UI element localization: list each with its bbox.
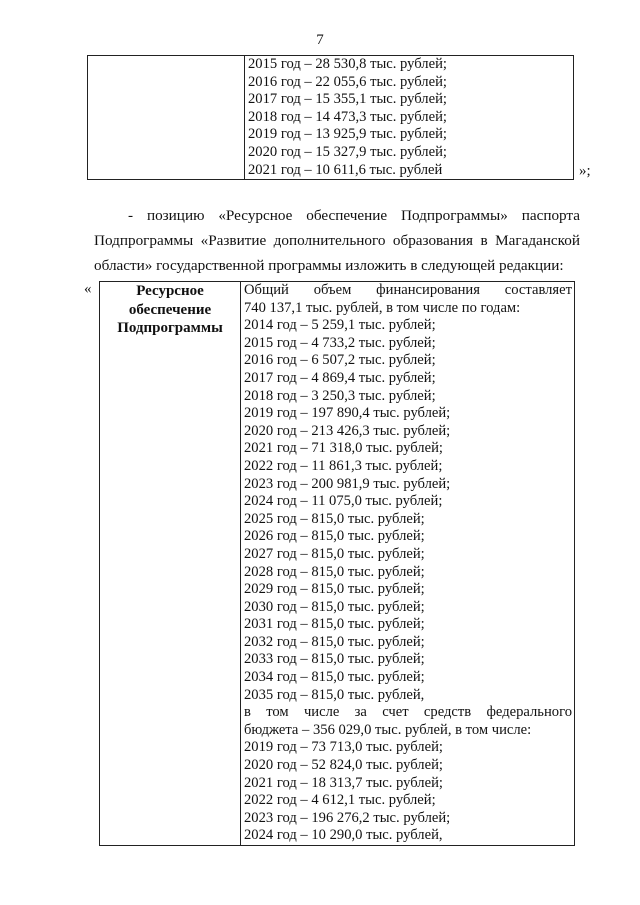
funding-year-line: 2018 год – 14 473,3 тыс. рублей; <box>248 108 447 125</box>
year-line: 2021 год – 71 318,0 тыс. рублей; <box>244 440 443 457</box>
year-line: 2022 год – 11 861,3 тыс. рублей; <box>244 457 443 474</box>
page-number: 7 <box>316 32 324 48</box>
funding-year-line: 2015 год – 28 530,8 тыс. рублей; <box>248 56 447 72</box>
empty-label-cell <box>88 56 245 180</box>
funding-year-line: 2017 год – 15 355,1 тыс. рублей; <box>248 91 447 108</box>
total-funding-line: 740 137,1 тыс. рублей, в том числе по годам: <box>244 299 521 316</box>
funding-years-cell <box>245 56 574 180</box>
total-funding-line: Общий объем финансирования составляет <box>244 282 572 298</box>
year-line: 2034 год – 815,0 тыс. рублей; <box>244 669 425 686</box>
year-line: 2024 год – 11 075,0 тыс. рублей; <box>244 493 443 510</box>
year-line: 2028 год – 815,0 тыс. рублей; <box>244 563 425 580</box>
year-line: 2023 год – 200 981,9 тыс. рублей; <box>244 475 451 492</box>
year-line: 2017 год – 4 869,4 тыс. рублей; <box>244 369 436 386</box>
year-line: 2033 год – 815,0 тыс. рублей; <box>244 651 425 668</box>
federal-year-line: 2019 год – 73 713,0 тыс. рублей; <box>244 739 443 756</box>
year-line: 2014 год – 5 259,1 тыс. рублей; <box>244 317 436 334</box>
year-line: 2015 год – 4 733,2 тыс. рублей; <box>244 334 436 351</box>
resource-label-cell <box>100 282 241 846</box>
funding-year-line: 2016 год – 22 055,6 тыс. рублей; <box>248 73 447 90</box>
year-line: 2031 год – 815,0 тыс. рублей; <box>244 616 425 633</box>
resource-table <box>99 281 575 846</box>
year-line: 2032 год – 815,0 тыс. рублей; <box>244 633 425 650</box>
funding-year-line: 2019 год – 13 925,9 тыс. рублей; <box>248 126 447 143</box>
funding-year-line: 2020 год – 15 327,9 тыс. рублей; <box>248 143 447 160</box>
year-line: 2027 год – 815,0 тыс. рублей; <box>244 545 425 562</box>
year-line: 2016 год – 6 507,2 тыс. рублей; <box>244 352 436 369</box>
funding-table-continued <box>87 55 574 180</box>
year-line: 2035 год – 815,0 тыс. рублей, <box>244 686 425 703</box>
year-line: 2029 год – 815,0 тыс. рублей; <box>244 581 425 598</box>
federal-funding-line: в том числе за счет средств федерального <box>244 704 572 721</box>
federal-year-line: 2023 год – 196 276,2 тыс. рублей; <box>244 809 451 826</box>
year-line: 2018 год – 3 250,3 тыс. рублей; <box>244 387 436 404</box>
amendment-paragraph <box>94 203 580 278</box>
federal-year-line: 2022 год – 4 612,1 тыс. рублей; <box>244 792 436 809</box>
year-line: 2030 год – 815,0 тыс. рублей; <box>244 598 425 615</box>
federal-year-line: 2024 год – 10 290,0 тыс. рублей, <box>244 827 443 844</box>
resource-label: Ресурсное обеспечение Подпрограммы <box>117 283 223 336</box>
federal-year-line: 2020 год – 52 824,0 тыс. рублей; <box>244 757 443 774</box>
year-line: 2020 год – 213 426,3 тыс. рублей; <box>244 422 451 439</box>
federal-funding-line: бюджета – 356 029,0 тыс. рублей, в том числе: <box>244 721 532 738</box>
year-line: 2026 год – 815,0 тыс. рублей; <box>244 528 425 545</box>
closing-quote: »; <box>579 163 591 179</box>
opening-quote: « <box>84 281 92 297</box>
year-line: 2025 год – 815,0 тыс. рублей; <box>244 510 425 527</box>
federal-year-line: 2021 год – 18 313,7 тыс. рублей; <box>244 774 443 791</box>
year-line: 2019 год – 197 890,4 тыс. рублей; <box>244 405 451 422</box>
funding-year-line: 2021 год – 10 611,6 тыс. рублей <box>248 161 443 178</box>
amendment-text: - позицию «Ресурсное обеспечение Подпрограммы» паспорта Подпрограммы «Развитие дополнительного образования в Магаданской области» государственной программы изложить в следующей редакции: <box>94 207 580 274</box>
resource-values-cell <box>241 282 575 846</box>
